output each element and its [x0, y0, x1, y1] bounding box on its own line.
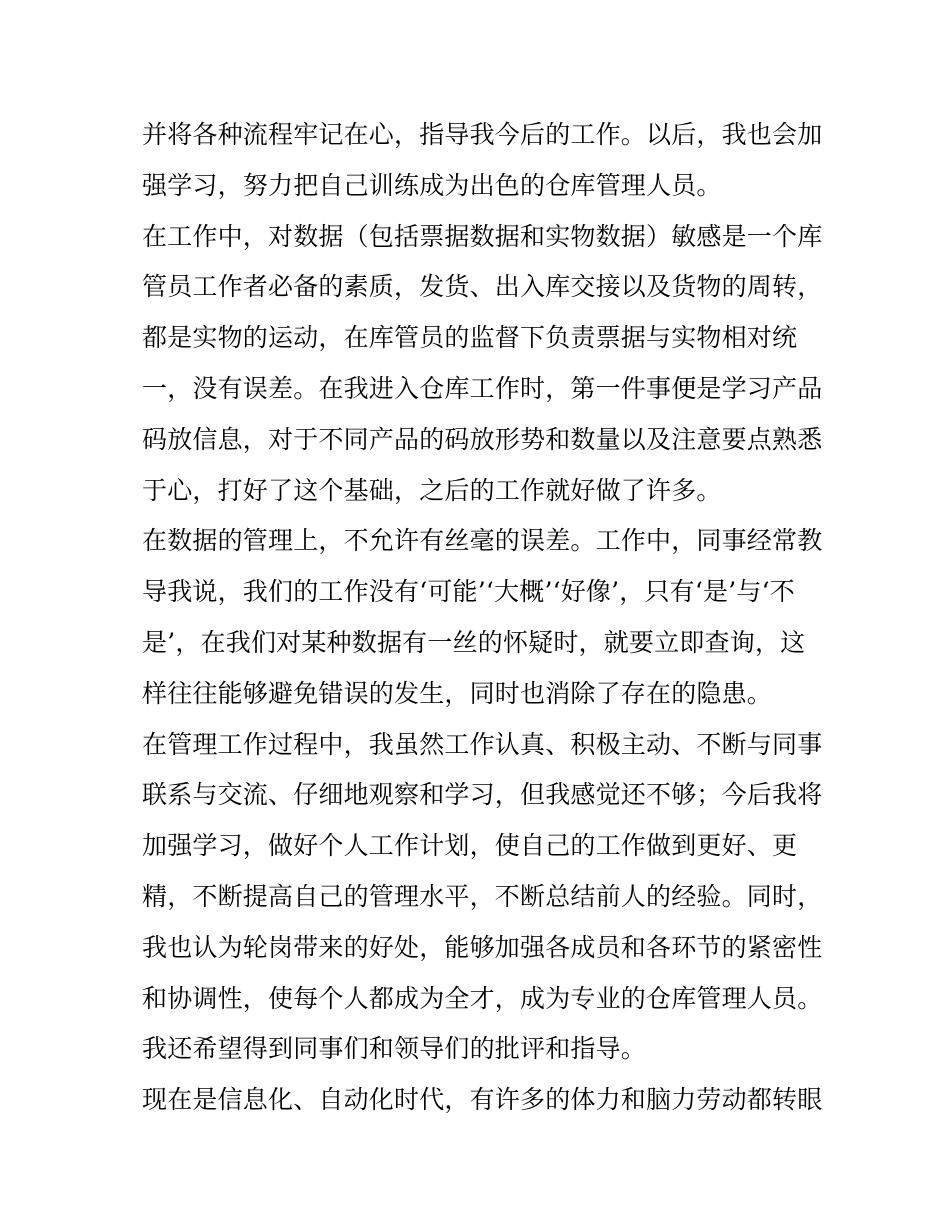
text-line: 样往往能够避免错误的发生，同时也消除了存在的隐患。	[142, 678, 773, 708]
text-line: 和协调性，使每个人都成为全才，成为专业的仓库管理人员。	[142, 983, 823, 1013]
text-line: 于心，打好了这个基础，之后的工作就好做了许多。	[142, 475, 722, 505]
text-line: 导我说，我们的工作没有‘可能’‘大概’‘好像’，只有‘是’与‘不	[142, 577, 795, 607]
text-line: 精，不断提高自己的管理水平，不断总结前人的经验。同时，	[142, 881, 823, 911]
text-line: 我还希望得到同事们和领导们的批评和指导。	[142, 1034, 647, 1064]
text-line: 加强学习，做好个人工作计划，使自己的工作做到更好、更	[142, 831, 798, 861]
text-line: 在管理工作过程中，我虽然工作认真、积极主动、不断与同事	[142, 729, 823, 759]
text-line: 并将各种流程牢记在心，指导我今后的工作。以后，我也会加	[142, 120, 823, 149]
text-line: 在数据的管理上，不允许有丝毫的误差。工作中，同事经常教	[142, 526, 823, 556]
text-line: 码放信息，对于不同产品的码放形势和数量以及注意要点熟悉	[142, 424, 823, 454]
body-text	[142, 110, 823, 1126]
text-line: 联系与交流、仔细地观察和学习，但我感觉还不够；今后我将	[142, 780, 823, 810]
text-line: 在工作中，对数据（包括票据数据和实物数据）敏感是一个库	[142, 221, 823, 251]
text-line: 强学习，努力把自己训练成为出色的仓库管理人员。	[142, 170, 722, 200]
text-line: 现在是信息化、自动化时代，有许多的体力和脑力劳动都转眼	[142, 1085, 823, 1115]
text-line: 我也认为轮岗带来的好处，能够加强各成员和各环节的紧密性	[142, 932, 823, 962]
text-line: 一，没有误差。在我进入仓库工作时，第一件事便是学习产品	[142, 373, 823, 403]
text-line: 都是实物的运动，在库管员的监督下负责票据与实物相对统	[142, 323, 798, 353]
text-line: 管员工作者必备的素质，发货、出入库交接以及货物的周转，	[142, 272, 823, 302]
text-line: 是’，在我们对某种数据有一丝的怀疑时，就要立即查询，这	[142, 627, 806, 657]
